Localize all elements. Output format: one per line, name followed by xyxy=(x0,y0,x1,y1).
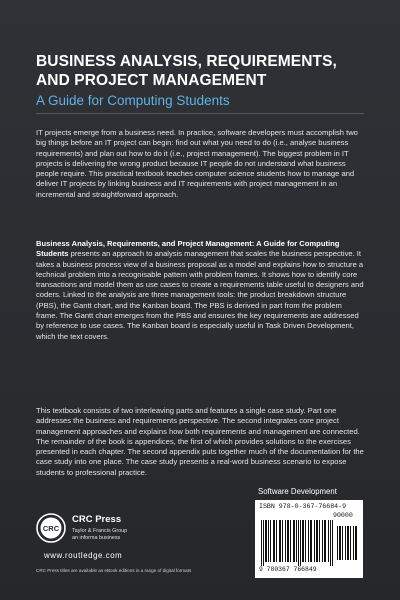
title-line-2: AND PROJECT MANAGEMENT xyxy=(36,72,267,89)
publisher-line-1: Taylor & Francis Group xyxy=(72,528,128,534)
barcode-bars xyxy=(261,520,357,566)
book-title xyxy=(36,52,376,90)
divider xyxy=(36,113,364,114)
publisher-website: www.routledge.com xyxy=(44,551,123,560)
publisher-name: CRC Press xyxy=(72,514,122,525)
description-paragraph-3: This textbook consists of two interleaving parts and features a single case study. Part one addresses the business and requirements perspective. The second integrates core project management approaches and explains how both requirements and management are connected. The remainder of the book is appendices, the first of which provides solutions to the exercises presented in each chapter. The second appendix puts together much of the documentation for the case study into one place. The case study presents a real-word business scenario to expose students to professional practice. xyxy=(36,406,364,477)
publisher-line-2: an informa business xyxy=(72,535,121,541)
price-code: 90000 xyxy=(333,512,353,519)
title-line-1: BUSINESS ANALYSIS, REQUIREMENTS, xyxy=(36,53,337,70)
logo-text: CRC xyxy=(42,524,60,533)
ebook-footnote: CRC Press titles are available as eBook editions in a range of digital formats xyxy=(36,568,192,573)
book-subtitle: A Guide for Computing Students xyxy=(36,93,230,108)
description-paragraph-1: IT projects emerge from a business need. In practice, software developers must accomplish two big things before an IT project can begin: find out what you need to do (i.e., analyse business requirements) and plan out how to do it (i.e., project management). The biggest problem in IT projects is delivering the wrong product because IT people do not understand what business people require. This practical textbook teaches computer science students how to manage and deliver IT projects by linking business and IT requirements with project management in an incremental and straightforward approach. xyxy=(36,128,358,199)
category-label: Software Development xyxy=(258,487,337,496)
description-paragraph-2 xyxy=(36,239,364,342)
ean-text: 9 780367 766849 xyxy=(259,566,317,573)
paragraph-2-bold-title: Business Analysis, Requirements, and Project Management: A Guide for Computing Students xyxy=(36,239,340,259)
crc-press-logo xyxy=(36,513,66,543)
barcode xyxy=(255,500,363,578)
isbn-text: ISBN 978-0-367-76684-9 xyxy=(259,503,347,510)
paragraph-2-text: presents an approach to analysis management that scales the business perspective. It takes a business process view of a business proposal as a model and explains how to structure a technical problem into a recognisable pattern with problem frames. It shows how to identify core transactions and model them as use cases to create a requirements table useful to designers and coders. Linked to the analysis are three management tools: the product breakdown structure (PBS), the Gantt chart, and the Kanban board. The PBS is derived in part from the problem frame. The Gantt chart emerges from the PBS and ensures the key requirements are addressed by reference to use cases. The Kanban board is especially useful in Task Driven Development, which the text covers. xyxy=(36,249,364,341)
